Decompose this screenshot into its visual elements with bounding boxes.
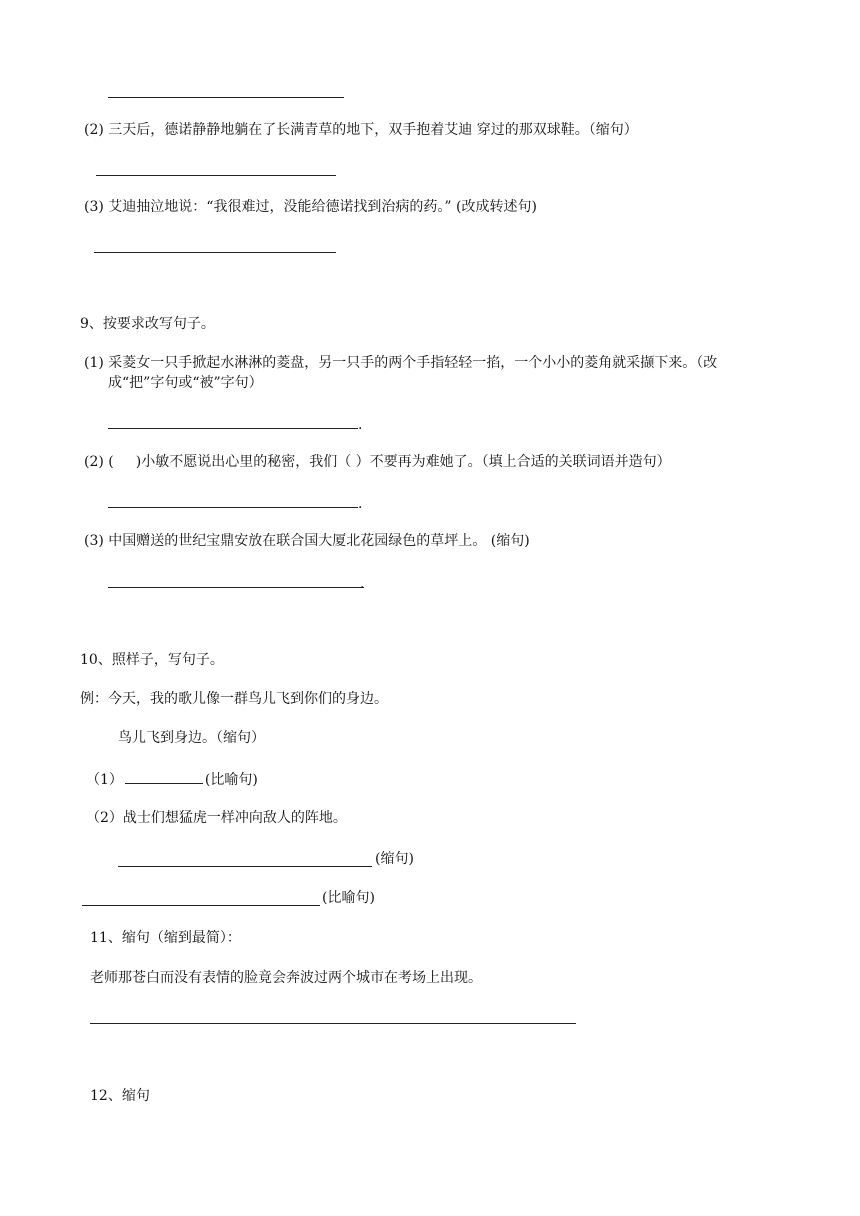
answer-line-q9-1[interactable] <box>108 428 358 429</box>
q10-item-2: （2）战士们想猛虎一样冲向敌人的阵地。 <box>86 810 347 826</box>
q9-item-3: (3) 中国赠送的世纪宝鼎安放在联合国大厦北花园绿色的草坪上。 (缩句) <box>84 533 530 549</box>
q9-line-2-dot: . <box>358 496 363 512</box>
q10-item-2-suffix-1: (缩句) <box>375 851 414 867</box>
answer-line-q9-2[interactable] <box>108 507 358 508</box>
q8-item-3: (3) 艾迪抽泣地说：“我很难过，没能给德诺找到治病的药。” (改成转述句) <box>84 199 537 215</box>
q10-title: 10、照样子，写句子。 <box>80 652 224 668</box>
q9-item-2-text: )小敏不愿说出心里的秘密，我们（ ）不要再为难她了。（填上合适的关联词语并造句） <box>135 454 671 470</box>
q8-item-2: (2) 三天后，德诺静静地躺在了长满青草的地下，双手抱着艾迪 穿过的那双球鞋。（缩句） <box>84 122 638 138</box>
answer-line-q10-2b[interactable] <box>82 905 320 906</box>
q9-line-1-dot: . <box>358 417 363 433</box>
q9-item-1-line-2: 成“把”字句或“被”字句） <box>108 375 263 391</box>
q10-item-2-suffix-2: (比喻句) <box>322 890 375 906</box>
answer-blank-q10-1[interactable] <box>125 769 203 784</box>
answer-line-q8-1[interactable] <box>108 97 344 98</box>
q9-item-2 <box>84 453 671 471</box>
q10-item-1-prefix: （1） <box>86 772 123 788</box>
answer-line-q10-2a[interactable] <box>118 866 372 867</box>
q10-item-1-suffix: (比喻句) <box>204 772 258 788</box>
answer-line-q11[interactable] <box>90 1023 576 1024</box>
q9-line-3-dot: . <box>360 576 365 592</box>
q9-item-1-line-1: (1) 采菱女一只手掀起水淋淋的菱盘，另一只手的两个手指轻轻一掐，一个小小的菱角就采撷下来。（改 <box>84 355 718 371</box>
answer-line-q8-3[interactable] <box>94 252 336 253</box>
q12-title: 12、缩句 <box>90 1088 150 1104</box>
q10-example-answer: 鸟儿飞到身边。（缩句） <box>118 730 265 746</box>
q10-item-1 <box>86 769 258 789</box>
q10-example: 例：今天，我的歌儿像一群鸟儿飞到你们的身边。 <box>80 691 388 707</box>
answer-line-q8-2[interactable] <box>96 175 336 176</box>
q9-title: 9、按要求改写句子。 <box>80 316 215 332</box>
q11-title: 11、缩句（缩到最简）： <box>90 930 241 946</box>
q9-item-2-prefix: (2) ( <box>84 454 114 470</box>
answer-line-q9-3[interactable] <box>108 587 364 588</box>
q11-sentence: 老师那苍白而没有表情的脸竟会奔波过两个城市在考场上出现。 <box>90 970 482 986</box>
